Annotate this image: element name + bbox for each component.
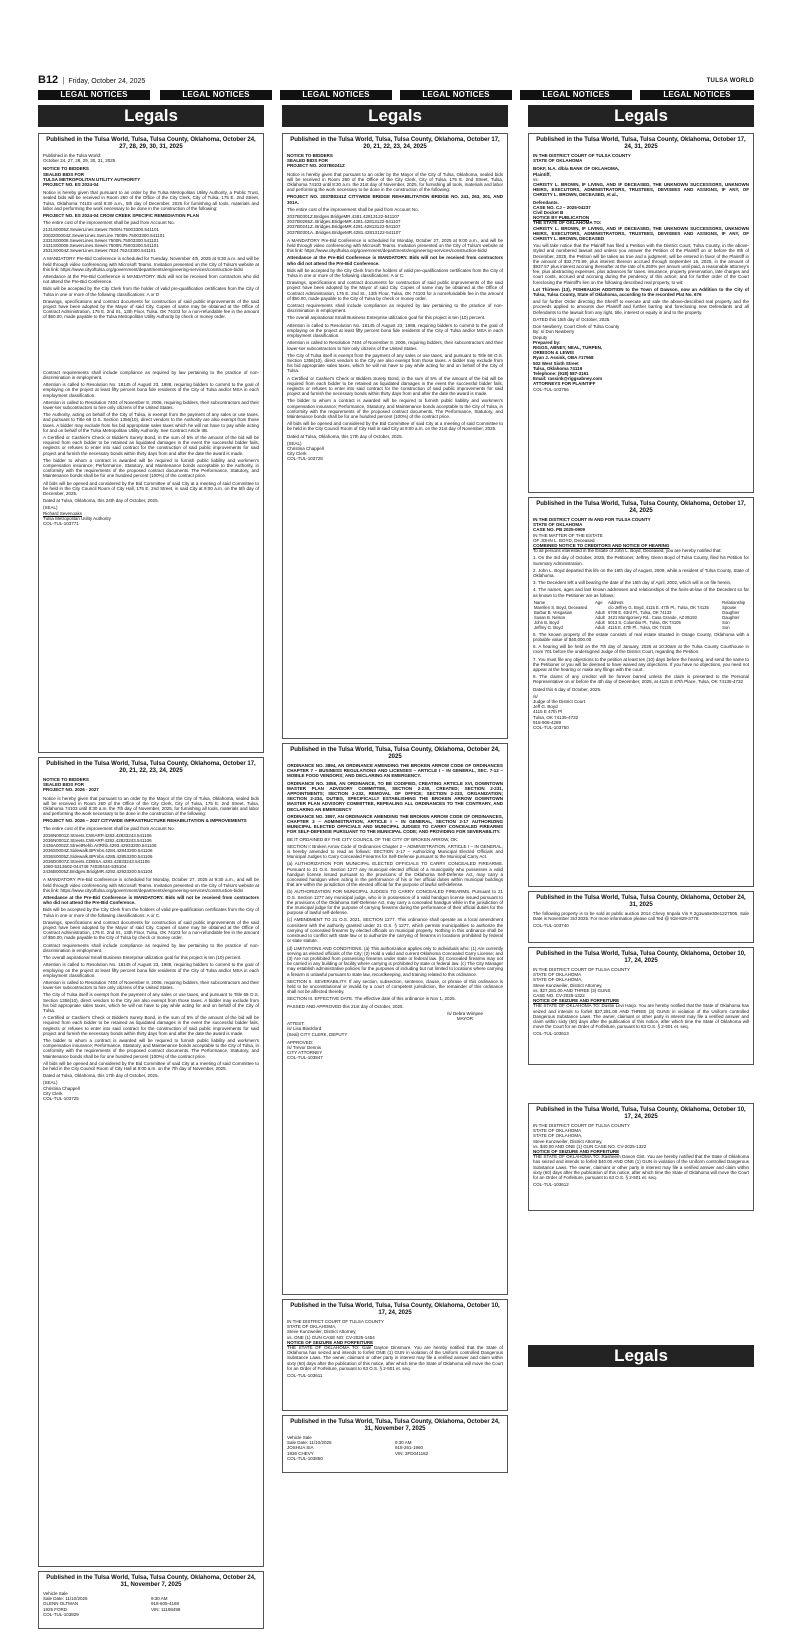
ordinance-paragraph: PASSED AND APPROVED this 21st day of October, 2025. (287, 1003, 404, 1009)
account-number: 2036N0001Z.Streets.CWIARP.4283.42833243.541106 (43, 832, 152, 838)
petitioner-address: 4115 E 47th Pl (533, 709, 563, 715)
seizure-body: THE STATE OF OKLAHOMA TO: Rasheem Davon Gist. You are hereby notified that the State of Oklahoma has seized and intends to forfeit $40.00 AND ONE (1) GUN in violation of the Uniform controlled Dangerous Substance Laws. The owner, claimant or other party in interest may file a verified answer and claim within sixty (60) days after the publication of this notice, after which time the State of Oklahoma will move the Court for an Order of Forfeiture, pursuant to 63 O.S. § 2-501 et. seq. (533, 1154, 749, 1181)
ordinance-paragraph: BE IT ORDAINED BY THE CITY COUNCIL OF THE CITY OF BROKEN ARROW, OK: (287, 836, 459, 842)
account-number: 2037B0301A..Bridges.BridgeMR.4281.42813122-541107 (287, 229, 401, 235)
vehicle-vin: VIN: 11198499 (151, 1606, 181, 1612)
attest-line: (Seal) CITY CLERK, DEPUTY (287, 1031, 348, 1037)
defendants: CHRISTY L. BROWN, IF LIVING, AND IF DECEASED, THE UNKNOWN SUCCESSORS, UNKNOWN HEIRS, EXECUTORS, ADMINISTRATORS, TRUSTEES, DEVISEES AND ASSIGNS, IF ANY, OF CHRISTY L. BROWN, DECEASED, et al., (533, 182, 749, 198)
notice-header: Published in the Tulsa World, Tulsa, Tulsa County, Oklahoma, October 24, 2025 (290, 747, 500, 760)
notice-paragraph: A MANDATORY Pre-Bid Conference is scheduled for Monday, October 27, 2025 at 9:30 a.m., and will be held through video conferencing with Microsoft Teams. Invitation presented on the City of Tulsa's website at this link: https://www.cityoftulsa.org/government/departments/engineering-services/construction-bids/ (43, 877, 259, 893)
owner-phone: 918-605-4168 (151, 1601, 180, 1607)
case-number: CASE NO. CJ – 2025-04237 (533, 204, 591, 210)
notice-paragraph: 2. John L. Boyd departed this life on the 16th day of August, 2009, while a resident of Tulsa County, State of Oklahoma. (533, 567, 749, 579)
notice-title: NOTICE TO BIDDERS (43, 166, 89, 172)
notice-paragraph: The overall aspirational Small Business Enterprise utilization goal for this project is ten (10) percent. (287, 315, 486, 321)
account-number: 2331S00008.SewerLines.Sewer.7500N.75003300.541101 (43, 237, 159, 243)
seal-label: (SEAL) (43, 1080, 58, 1086)
property-description: Lot Thirteen (13), FISHBAUGH ADDITION to the Town of Dawson, now an Addition to the City of Tulsa, Tulsa County, State of Oklahoma, according to the recorded Plat No. 676 (533, 286, 749, 298)
account-number: 2036S0005Z.Sidewalk.BPrnbs.4285.42853200.541106 (43, 853, 153, 859)
heir-relationship: Son (722, 624, 730, 630)
notice-paragraph: Attention is called to Resolution No. 18145 of August 23, 1988, requiring bidders to commit to the goal of employing on the project at least fifty percent bona fide residents of the City of Tulsa and/or MSA in each employment classification. (43, 382, 259, 398)
notice-authority: TULSA METROPOLITAN UTILITY AUTHORITY (43, 176, 141, 182)
notice-to-parties: CHRISTY L. BROWN, IF LIVING, AND IF DECEASED, THE UNKNOWN SUCCESSORS, UNKNOWN HEIRS, EXECUTORS, ADMINISTRATORS, TRUSTEES, DEVISEES AND ASSIGNS, IF ANY, OF CHRISTY L. BROWN, DECEASED (533, 225, 749, 242)
court-line: STATE OF OKLAHOMA (533, 1128, 582, 1134)
account-number: 2036N0001Z.Streets.CWIARP.4282.42823243.541106 (43, 838, 152, 844)
notice-paragraph: The City of Tulsa itself is exempt from the payment of any sales or use taxes, and pursuant to Title 68 O.S. Section 1356(10), direct vendors to the City are also exempt from those taxes. A bidder may exclude from his bid appropriate sales taxes, which he will not have to pay while acting for and on behalf of the City of Tulsa. (43, 992, 259, 1013)
heir-address: 4115 E. 47th Pl., Tulsa, OK 74135 (607, 624, 671, 630)
notice-paragraph: The entire cost of the improvement shall be paid from Account No. (43, 825, 175, 831)
notice-paragraph: Dated at Tulsa, Oklahoma, this 17th day of October, 2025. (287, 433, 403, 439)
account-number: 2431S00008.SewerLines.Sewer.7500N.75003300.541101 (43, 243, 159, 249)
heir-address: 5013 S. Columbia Pl., Tulsa, OK 74105 (607, 619, 681, 625)
notice-header: Published in the Tulsa World, Tulsa, Tulsa County, Oklahoma, October 17, 24, 2025 (536, 501, 746, 514)
notice-paragraph: The bidder to whom a contract is awarded will be required to furnish public liability and workmen's compensation insurance; Performance, Statutory, and Maintenance bonds acceptable to the City of Tulsa, in conformity with the requirements of the proposed contract documents. The Performance, Statutory, and Maintenance bonds shall be for one hundred percent (100%) of the contract price. (43, 1037, 259, 1059)
notice-paragraph: Contract requirements shall include compliance as required by law pertaining to the practice of non-discrimination in employment. (43, 942, 259, 953)
ordinance-paragraph: (b) AUTHORIZATION FOR MUNICIPAL JUDGES TO CARRY CONCEALED FIREARMS. Pursuant to 21 O.S. Section 1277 any municipal judge, who is in possession of a valid handgun license issued pursuant to the provisions of the Oklahoma Self-Defense Act, may carry a concealed handgun while in the jurisdiction of the municipal judge for the purpose of carrying firearms during the performance of their official duties for the purpose of lawful self-defense. (287, 889, 503, 916)
heir-name: Susan B. Nelson (534, 614, 566, 620)
account-number: 2531S0004Z.SewerLines.Sewer.7824.75243300.541101 (43, 248, 156, 254)
notice-header: Published in the Tulsa World, Tulsa, Tulsa County, Oklahoma, October 10, 17, 24, 2025 (536, 1107, 746, 1120)
legals-banner: Legals (528, 105, 754, 127)
notice-header: Published in the Tulsa World, Tulsa, Tulsa County, Oklahoma, October 24, 31, November 7, 2025 (46, 1575, 256, 1588)
notice-paragraph: A MANDATORY Pre-Bid Conference is scheduled for Tuesday, November 4th, 2025 at 9:30 a.m. and will be held through video conferencing with Microsoft Teams. Invitation presented on the City of Tulsa's website at this link: https://www.cityoftulsa.org/government/departments/engineering-services/construction-bids/ (43, 256, 259, 272)
court-line: vs. ONE (1) GUN CASE NO: CV-2025-1454 (287, 1334, 375, 1340)
notice-paragraph: The bidder to whom a contract is awarded will be required to furnish public liability and workmen's compensation insurance; Performance, Statutory, and Maintenance bonds acceptable to the Authority, in conformity with the requirements of the proposed contract documents. The Performance, Statutory, and Maintenance bonds shall be for one hundred percent (100%) of the contract price. (43, 457, 259, 479)
heir-age: Adult (595, 609, 605, 615)
signature: By: s/ Don Newberry (533, 329, 575, 335)
pub-label: Published in the Tulsa World: (43, 153, 102, 158)
court-name: IN THE DISTRICT COURT OF TULSA COUNTY (533, 153, 631, 158)
legals-banner: Legals (38, 105, 264, 127)
heir-relationship: Daughter (722, 609, 740, 615)
notice-public-auction (528, 891, 754, 943)
project-title: PROJECT NO. 2037B0241Z CITYWIDE BRIDGE REHABILITATION BRIDGE NO. 241, 263, 301, AND 301A. (287, 194, 503, 205)
court-line: Steve Kunzweiler, District Attorney, (287, 1329, 357, 1335)
heir-name: Jeffrey G. Boyd (534, 624, 563, 630)
notice-seizure-27281 (528, 947, 754, 1065)
notice-paragraph: Notice is hereby given that pursuant to an order by the Tulsa Metropolitan Utility Authority, a Public Trust, sealed bids will be received in Room 260 of the Office of the City Clerk, City of Tulsa, 175 E. 2nd Street, Tulsa, Oklahoma 74103 until 8:30 a.m., 5th day of December, 2025 for furnishing all tools, materials and labor and performing the work necessary to be done in the construction of the following: (43, 190, 259, 211)
account-number: 2037B0241Z..Bridges.BridgeMR.4281.42813122-541107 (287, 224, 401, 230)
legals-banner: Legals (528, 1345, 754, 1367)
notice-paragraph: Dated at Tulsa, Oklahoma, this 24th day of October, 2025. (43, 498, 159, 504)
heir-age: Adult (595, 614, 605, 620)
sale-date: Sale Date: 11/10/2025 (287, 1440, 332, 1446)
signer-name: Richard Sevenoaks (43, 510, 83, 516)
notice-project-2026-2027 (38, 757, 264, 1567)
notice-subtitle: SEALED BIDS FOR (43, 782, 85, 788)
attest-line: ATTEST: (287, 1021, 305, 1027)
owner-name: GLENN OLTMAN (43, 1601, 79, 1607)
paper-name: TULSA WORLD (706, 78, 754, 84)
notice-code: COL-TUL-103750 (533, 725, 569, 731)
legal-notices-label: LEGAL NOTICES (520, 90, 632, 100)
legal-notices-label: LEGAL NOTICES (38, 90, 150, 100)
court-state: STATE OF OKLAHOMA (533, 522, 583, 528)
docket: Civil Docket B (533, 210, 564, 216)
court-clerk: Don Newberry, Court Clerk of Tulsa County (533, 324, 620, 330)
notice-code: COL-TUL-103740 (533, 923, 569, 929)
column-header: Age (595, 599, 603, 605)
account-number: 2037B0265Z..Bridges.BridgeMR.4281.42813122-541107 (287, 219, 401, 225)
notice-seizure-gun (282, 1299, 508, 1411)
vehicle-model: 1936 CHEVY (287, 1450, 314, 1456)
notice-paragraph: Notice is hereby given that pursuant to an order by the Mayor of the City of Tulsa, Oklahoma, sealed bids will be received in Room 260 of the Office of the City Clerk, City of Tulsa, 175 E. 2nd Street, Tulsa, Oklahoma 74103 until 8:30 a.m. the 21st day of November, 2025, for furnishing all tools, materials and labor and performing the work necessary to be done in the construction of the following: (287, 171, 503, 193)
heir-address: c/o Jeffrey G. Boyd, 4115 E. 47th Pl., Tulsa, OK 74135 (607, 604, 709, 610)
notice-paragraph: The entire cost of the improvement shall be paid from Account No. (287, 206, 419, 212)
notice-paragraph: The entire cost of the improvement shall be paid from Account No. (43, 220, 175, 226)
firm-name: ORBISON & LEWIS (533, 350, 575, 356)
court-state: STATE OF OKLAHOMA (533, 158, 583, 164)
notice-code: COL-TUL-103612 (533, 1182, 569, 1188)
prepared-by: Prepared by: (533, 339, 561, 345)
firm-email: Email: rassink@riggsabney.com (533, 376, 603, 382)
versus: vs. (533, 176, 539, 182)
notice-paragraph: Attention is called to Resolution No. 18145 of August 23, 1988, requiring bidders to commit to the goal of employing on the project at least fifty percent bona fide residents of the City of Tulsa and/or MSA in each employment classification. (43, 962, 259, 978)
estate-decedent: OF JOHN L. BOYD, Deceased (533, 537, 595, 543)
plaintiff-label: Plaintiff, (533, 171, 551, 177)
seizure-title: NOTICE OF SEIZURE AND FORFEITURE (533, 1149, 620, 1155)
notice-code: COL-TUL-103728 (287, 456, 323, 462)
notice-paragraph: To all persons interested in the Estate of John L. Boyd, Deceased, you are hereby notified that: (533, 548, 722, 554)
vehicle-sale-title: Vehicle Sale (287, 1435, 312, 1440)
notice-estate-boyd (528, 497, 754, 887)
case-number: CASE NO. PB 2025-0909 (533, 527, 586, 533)
firm-address: 502 West Sixth Street (533, 360, 579, 366)
column-3 (528, 133, 754, 1633)
heir-relationship: Daughter (722, 614, 740, 620)
notice-paragraph: All bids will be opened and considered by the Bid Committee of said City at a meeting of said Committee to be held in the City Council Room of City Hall in said City at 9:00 a.m. on the 21st day of November, 2025. (287, 421, 503, 432)
notice-paragraph: Bids will be accepted by the City Clerk from the holder of valid pre-qualification certificates from the City of Tulsa in one or more of the following classifications: A or D (43, 286, 259, 297)
notice-tmua-es2024-04 (38, 133, 264, 753)
heir-name: Marellen S. Boyd, Deceased (534, 604, 588, 610)
notice-header: Published in the Tulsa World, Tulsa, Tulsa County, Oklahoma, October 10, 17, 24, 2025 (290, 1303, 500, 1316)
heir-age: Adult (595, 619, 605, 625)
dated-line: DATED this 15th day of October, 2025. (533, 316, 611, 322)
notice-paragraph: A Certified or Cashier's Check or Bidder's Surety Bond, in the sum of 5% of the amount of the bid will be required from each bidder to be retained as liquidated damages in the event the successful bidder fails, neglects or refuses to enter into said contract for the construction of said public improvements for said project and furnish the necessary bonds within thirty days from and after the date the award is made. (43, 434, 259, 456)
attorney-name: Ryan J. Assink, OBA #17568 (533, 355, 594, 361)
legal-notices-label: LEGAL NOTICES (160, 90, 272, 100)
sale-date: Sale Date: 11/10/2025 (43, 1596, 88, 1602)
pub-dates: October 24, 27, 28, 29, 30, 31, 2025 (43, 158, 116, 164)
notice-paragraph: The bidder to whom a contract is awarded will be required to furnish public liability and workmen's compensation insurance; Performance, Statutory, and Maintenance bonds acceptable to the City of Tulsa, in conformity with the requirements of the proposed contract documents. The Performance, Statutory, and Maintenance bonds shall be for one hundred percent (100%) of the contract price. (287, 398, 503, 419)
approved-line: APPROVED: (287, 1039, 314, 1045)
seizure-body: THE STATE OF OKLAHOMA TO: Dustin Levi Harjo. You are hereby notified that the State of Oklahoma has seized and intends to forfeit $27,281.00 AND THREE (3) GUNS in violation of the Uniform controlled Dangerous Substance Laws. The owner, claimant or other party in interest may file a verified answer and claim within sixty (60) days after the publication of this notice, after which time the State of Oklahoma will move the Court for an Order of Forfeiture, pursuant to 63 O.S. § 2-501 et. seq. (533, 1003, 749, 1030)
court-line: vs. $40.00 AND ONE (1) GUN CASE NO. CV-2025-1322 (533, 1143, 647, 1149)
column-header: Address (607, 599, 624, 605)
ordinance-paragraph: ORDINANCE NO. 3897, AN ORDINANCE AMENDING THE BROKEN ARROW CODE OF ORDINANCES, CHAPTER 2 – ADMINISTRATION, ARTICLE I – IN GENERAL, SECTION 2-17 AUTHORIZING MUNICIPAL ELECTED OFFICIALS AND MUNICIPAL JUDGES TO CARRY CONCEALED FIREARMS FOR SELF-DEFENSE PURSUANT TO THE MUNICIPAL CODE; AND PROVIDING FOR SEVERABILITY. (287, 813, 503, 835)
account-number: 2003200004Z.SewerLines.SwrLine.7500N.75003300.541101 (43, 232, 165, 238)
judge-signature: /s/ (533, 693, 538, 699)
judge-title: Judge of the District Court (533, 699, 586, 705)
sale-time: 9:30 AM (151, 1596, 168, 1602)
notice-paragraph: Dated at Tulsa, Oklahoma, this 17th day of October, 2025. (43, 1073, 159, 1079)
sale-time: 9:30 AM (395, 1440, 412, 1446)
court-line: STATE OF OKLAHOMA (533, 972, 582, 978)
notice-paragraph: All bids will be opened and considered by the Bid Committee of said City at a meeting of said Committee to be held in the City Council Room of City Hall at 9:00 a.m. on the 7th day of November, 2025. (43, 1060, 259, 1071)
notice-paragraph: Attention is called to Resolution 7404 of November 8, 2006, requiring bidders, their subcontractors and their lower-tier subcontractors to hire only citizens of the United States. (287, 340, 503, 351)
heir-relationship: Son (722, 619, 730, 625)
notice-vehicle-sale (282, 1415, 508, 1473)
legals-banner: Legals (282, 105, 508, 127)
project-number: PROJECT NO. ES 2024-04 (43, 182, 99, 188)
ordinance-paragraph: (a) AUTHORIZATION FOR MUNICIPAL ELECTED OFFICIALS TO CARRY CONCEALED FIREARMS. Pursuant to 21 O.S. Section 1277 any municipal elected official of a municipality who possesses a valid handgun license issued pursuant to the provisions of the Oklahoma Self-Defense Act, may carry a concealed handgun when acting in the performance of his or her official duties within municipal buildings that are within the jurisdiction of the elected official for the purpose of lawful self-defense. (287, 861, 503, 888)
estate-matter: IN THE MATTER OF THE ESTATE (533, 532, 603, 538)
signer-title: City Clerk (287, 451, 307, 457)
heirs-table (533, 600, 749, 630)
notice-ordinances (282, 743, 508, 1295)
project-title: PROJECT NO. ES 2024-04 CROW CREEK SPECIFIC REMEDIATION PLAN (43, 213, 199, 219)
project-number: PROJECT NO. 2026 - 2027 (43, 787, 99, 793)
court-line: vs. $27,281.00 AND THREE (3) GUNS (533, 987, 611, 993)
court-line: Steve Kunzweiler, District Attorney, (533, 1138, 603, 1144)
ordinance-paragraph: ORDINANCE NO. 3894, AN ORDINANCE AMENDING THE BROKEN ARROW CODE OF ORDINANCES CHAPTER 7 – BUSINESS REGULATIONS AND LICENSES – ARTICLE I – IN GENERAL, SEC. 7-12 – MOBILE FOOD VENDORS; AND DECLARING AN EMERGENCY. (287, 763, 503, 779)
account-number: 2036S0004Z.Sidewalk.BPrnbs.4284.42843200.541106 (43, 848, 153, 854)
heir-age: Adult (595, 624, 605, 630)
court-line: STATE OF OKLAHOMA, (287, 1324, 337, 1330)
ordinance-paragraph: (c) AMENDMENT TO 21 O.S. 2021, SECTION 1277. This ordinance shall operate as a local amendment consistent with the authority granted under 21 O.S. § 1277, which permits municipalities to authorize the carrying of concealed firearms by elected officials on municipal property. Nothing in this ordinance shall be construed to conflict with state law or to authorize the carrying of firearms in locations prohibited by federal or state statute. (287, 917, 503, 944)
mayor-signature: /s/ Debra Wimpee (446, 1010, 483, 1016)
notice-paragraph: 4. The names, ages and last known addresses and relationships of the heirs-at-law of the Decedent so far as known to the Petitioner are as follows: (533, 587, 749, 598)
notice-paragraph: The Authority, acting on behalf of the City of Tulsa, is exempt from the payment of any sales or use taxes, and pursuant to Title 68 O.S. Section 1356(10), direct vendors to the Authority are also exempt from those taxes. A bidder may exclude from his bid appropriate sales taxes which he will not have to pay while acting for and on behalf of the Tulsa Metropolitan Utility Authority. See Contract Article IIB. (43, 412, 259, 433)
petitioner-phone: 918-906-4289 (533, 719, 562, 725)
notice-code: COL-TUL-103847 (287, 1055, 323, 1061)
notice-paragraph: Attention is called to Resolution 7404 of November 8, 2006, requiring bidders, their subcontractors and their lower-tier subcontractors to hire only citizens of the United States. (43, 979, 259, 991)
notice-header: Published in the Tulsa World, Tulsa, Tulsa County, Oklahoma, October 24, 31, 2025 (536, 895, 746, 908)
defendants-label: Defendants. (533, 199, 559, 205)
notice-paragraph: You will take notice that the Plaintiff has filed a Petition with the District Court, Tulsa County, in the above-styled and numbered lawsuit and unless you answer the Petition of the Plaintiff on or before the 8th of December, 2025, the Petition will be taken as true and a judgment, will be entered in favor of the Plaintiff in the amount of $32,770.89, plus interest thereon accrued through September 16, 2025, in the amount of $937.57 plus interest accruing thereafter at the rate of 6.250% per annum until paid, a reasonable attorney's fee, plus abstracting expenses, plus advances for taxes, insurance, property preservation, late charges and court costs, accrued and accruing during the pendency of this action; and for further order of the Court foreclosing the Plaintiff's lien on the following described real property, to wit: (533, 243, 749, 285)
account-number: 2037B0301Z.Bridges.BridgeMR.4281.42813122-541107 (287, 214, 400, 220)
ordinance-paragraph: ORDINANCE NO. 3858, AN ORDINANCE, TO BE CODIFIED, CREATING ARTICLE XVI, DOWNTOWN MASTER PLAN ADVISORY COMMITTEE, SECTION 2-230, CREATED; SECTION 2-231, APPOINTMENTS; SECTION 2-232, REMOVAL OF OFFICE; SECTION 2-233, ORGANIZATION; SECTION 2-234, DUTIES, SPECIFICALLY ESTABLISHING THE BROKEN ARROW DOWNTOWN MASTER PLAN ADVISORY COMMITTEE, REPEALING ALL ORDINANCES TO THE CONTRARY, AND DECLARING AN EMERGENCY (287, 780, 503, 812)
notice-paragraph: The overall aspirational Small Business Enterprise utilization goal for this project is ten (10) percent. (43, 955, 242, 961)
vehicle-vin: VIN: 3FD041182 (395, 1450, 429, 1456)
notice-header: Published in the Tulsa World, Tulsa, Tulsa County, Oklahoma, October 24, 31, November 7, 2025 (290, 1419, 500, 1432)
vehicle-sale-title: Vehicle Sale (43, 1591, 68, 1596)
signer-name: Christina Chappell (43, 1085, 80, 1091)
notice-bridge-rehab (282, 133, 508, 739)
notice-paragraph: Drawings, specifications and contract documents for construction of said public improvements of the said project have been adopted by the Mayor of said City. Copies of same may be obtained at the Office of Contract Administration, 175 E. 2nd St., 13th Floor, Tulsa, OK 74103 for a nonrefundable fee in the amount of $50.00, made payable to the City of Tulsa by check or money order. (287, 280, 503, 301)
notice-title: COMBINED NOTICE TO CREDITORS AND NOTICE OF HEARING (533, 543, 670, 549)
column-2 (282, 133, 508, 1633)
court-name: IN THE DISTRICT COURT IN AND FOR TULSA COUNTY (533, 517, 651, 522)
notice-header: Published in the Tulsa World, Tulsa, Tulsa County, Oklahoma, October 17, 20, 21, 22, 23, 24, 2025 (46, 761, 256, 774)
page-number: B12 (38, 74, 59, 86)
seal-label: (SEAL) (287, 440, 302, 446)
court-line: IN THE DISTRICT COURT OF TULSA COUNTY (533, 967, 630, 972)
approved-line: /s/ Trevor Dennis (287, 1044, 322, 1050)
heir-address: 3421 Montgomery Rd., Casa Grande, AZ 85193 (607, 614, 697, 620)
notice-paragraph: Notice is hereby given that pursuant to an order by the Mayor of the City of Tulsa, Oklahoma, sealed bids will be received in Room 260 of the Office of the City Clerk, City of Tulsa, 175 E. 2nd Street, Tulsa, Oklahoma 74103 until 8:30 a.m. the 7th day of November, 2025, for furnishing all tools, materials and labor and performing the work necessary to be done in the construction of the following: (43, 795, 259, 817)
notice-paragraph: Bids will be accepted by the City Clerk from the holders of valid pre-qualifications certificates from the City of Tulsa in one or more of the following classifications: A or C. (287, 267, 503, 279)
notice-header: Published in the Tulsa World, Tulsa, Tulsa County, Oklahoma, October 10, 17, 24, 2025 (536, 951, 746, 964)
court-line: IN THE DISTRICT COURT OF TULSA COUNTY (533, 1123, 630, 1128)
ordinance-paragraph: SECTION I: Broken Arrow Code of Ordinances Chapter 2 – ADMINISTRATION, ARTICLE I – IN GENERAL, is hereby amended to read as follows: SECTION 2-17 – Authorizing Municipal Elected Officials and Municipal Judges to Carry Concealed Firearms for Self-Defense pursuant to the Municipal Carry Act. (287, 843, 503, 860)
notice-paragraph: Drawings, specifications and contract documents for construction of said public improvements of the said project have been adopted by the Mayor of said City. Copies of same may be obtained at the Office of Contract Administration, 175 E. 2nd St., 13th Floor, Tulsa, OK 74103 for a non-refundable fee in the amount of $50.00, made payable to the City of Tulsa by check or money order. (43, 919, 259, 941)
notice-paragraph: Contract requirements shall include compliance as required by law pertaining to the practice of non-discrimination in employment. (287, 303, 503, 314)
notice-paragraph: 3. The Decedent left a will bearing the date of the 15th day of April, 2002, which will is on file herein. (533, 580, 732, 586)
notice-title: NOTICE BY PUBLICATION (533, 215, 590, 221)
notice-code: COL-TUL-103756 (533, 386, 569, 392)
legal-notices-label: LEGAL NOTICES (400, 90, 512, 100)
notice-code: COL-TUL-103850 (287, 1455, 323, 1461)
legal-notices-label: LEGAL NOTICES (640, 90, 754, 100)
notice-paragraph: 6. A hearing will be held on the 7th day of January, 2026 at 10:30am at the Tulsa County Courthouse in room 701 before the undersigned Judge of the District Court, regarding the Petition. (533, 644, 749, 655)
notice-to: THE STATE OF OKLAHOMA TO: (533, 220, 602, 226)
ordinance-paragraph: SECTION II. SEVERABILITY. If any section, subsection, sentence, clause, or phrase of this ordinance is held to be unconstitutional or invalid by a court of competent jurisdiction, the remainder of this ordinance shall not be affected thereby. (287, 978, 503, 995)
approved-line: CITY ATTORNEY (287, 1050, 323, 1056)
notice-paragraph: and for further Order directing the Sheriff to execute and sale the above-described real property and the proceeds applied to amounts due Plaintiff and further barring and foreclosing new Defendants and all Defendants to the lawsuit from any right, title, interest or equity in and to the property. (533, 299, 749, 315)
firm-name: RIGGS, ABNEY, NEAL, TURPEN, (533, 344, 603, 350)
ordinance-paragraph: (d) LIMITATIONS AND CONDITIONS. (a) This authorization applies only to individuals who: (1) Are currently serving as elected officials of the City; (2) Hold a valid and current Oklahoma Concealed Carry License; and (3) Are not prohibited from possessing firearms under state or federal law. (b) Concealed firearms may not be carried in any building or facility where carrying is prohibited by state or federal law. (c) The City Manager may establish administrative policies for the purposes of including but not limited to locations where carrying a firearm is unlawful pursuant to state law, recordkeeping, and training related to this ordinance. (287, 945, 503, 977)
account-number: 1080-5313602-044748 74030444-535104 (43, 864, 127, 870)
heir-relationship: Spouse (722, 604, 737, 610)
mayor-title: MAYOR (456, 1015, 473, 1021)
notice-paragraph: 7. You must file any objections to the petition at least ten (10) days before the hearing, and send the same to the Petitioner or you will be deemed to have waived any objections. If you have no objections, you need not appear at the hearing or make any filings with the court. (533, 656, 749, 673)
attest-line: /s/ Lisa Blackford (287, 1026, 322, 1032)
notice-code: COL-TUL-103613 (533, 1031, 569, 1037)
vehicle-model: 1925 FORD (43, 1606, 68, 1612)
column-1 (38, 133, 264, 1633)
notice-paragraph: Attendance at the Pre-Bid Conference is MANDATORY. Bids will not be received from contractors who did not attend the Pre-Bid Conference. (287, 255, 503, 266)
issue-date: Friday, October 24, 2025 (68, 78, 146, 85)
notice-seizure-40 (528, 1103, 754, 1211)
notice-subtitle: SEALED BIDS FOR (287, 158, 329, 164)
heir-address: 6708 E. 63rd Pl., Tulsa, OK 74133 (607, 609, 672, 615)
court-line: Steve Kunzweiler, District Attorney, (533, 982, 603, 988)
notice-paragraph: 1. On the 3rd day of October, 2025, the Petitioner, Jeffrey Glenn Boyd of Tulsa County, filed his Petition for Summary Administration. (533, 555, 749, 566)
ordinance-paragraph: SECTION III. EFFECTIVE DATE. The effective date of this ordinance is Nov 1, 2025. (287, 996, 456, 1002)
firm-phone: Telephone: (918) 587-3161 (533, 370, 589, 376)
court-line: CASE NO. CV-2025-1322 (533, 993, 585, 999)
owner-phone: 918-261-1960 (395, 1445, 424, 1451)
notice-paragraph: Drawings, specifications and contract documents for construction of said public improvements of the said project have been adopted by the Mayor of said City. Copies of same may be obtained at the Office of Contract Administration, 175 E. 2nd St., 13th Floor, Tulsa, OK 74103 for a non-refundable fee in the amount of $50.00, made payable to the Tulsa Metropolitan Utility Authority by check or money order. (43, 298, 259, 320)
notice-bokf-v-brown (528, 133, 754, 493)
heir-name: Barbar B. Vesgasian (534, 609, 573, 615)
notice-code: COL-TUL-103829 (43, 1611, 79, 1617)
notice-paragraph: 5. The known property of the estate consists of real estate situated in Osage County, Oklahoma with a probable value of $40,000.00 (533, 631, 749, 643)
account-number: 2131S0005Z.SewerLines.Sewer.7500N.75003300.541101 (43, 227, 160, 233)
owner-name: JOSHUA SIA (287, 1445, 314, 1451)
notice-paragraph: Bids will be accepted by the City Clerk from the holders of valid pre-qualification certificates from the City of Tulsa in one or more of the following classifications: A or C. (43, 907, 259, 918)
project-number: PROJECT NO. 2037B0241Z (287, 163, 345, 169)
court-line: IN THE DISTRICT COURT OF TULSA COUNTY (287, 1319, 384, 1324)
seizure-title: NOTICE OF SEIZURE AND FORFEITURE (533, 998, 620, 1004)
account-number: 2436B0005Z.Bridges.BridgMR.4292.42923200.541104 (43, 869, 153, 875)
notice-title: NOTICE TO BIDDERS (43, 777, 89, 782)
notice-paragraph: Attention is called to Resolution No. 18145 of August 23, 1988, requiring bidders to commit to the goal of employing on the project at least fifty percent bona fide residents of the City of Tulsa and/or MSA in each employment classification. (287, 322, 503, 339)
dated-line: Dated this 6 day of October, 2025. (533, 686, 602, 692)
petitioner-city: Tulsa, OK 74135-4732 (533, 714, 579, 720)
notice-code: COL-TUL-103725 (43, 1095, 79, 1101)
seal-label: (SEAL) (43, 505, 58, 511)
notice-paragraph: A Certified or Cashier's Check or Bidders Surety Bond, in the sum of 5% of the amount of the bid will be required from each bidder to be retained as liquidated damages in the event the successful bidder fails, neglects or refuses to enter into said contract for the construction of said public improvements for said project and furnish the necessary bonds within thirty days from and after the date the award is made. (287, 375, 503, 397)
petitioner-name: Jeff G. Boyd (533, 704, 558, 710)
account-number: 2436A0002Z.StreetRehb.ArtRhb.4293.42933200.541106 (43, 843, 157, 849)
seizure-body: THE STATE OF OKLAHOMA TO: Gale Dayton Dinsmore. You are hereby notified that the State of Oklahoma has seized and intends to forfeit ONE (1) GUN in violation of the Uniform controlled Dangerous Substance Laws. The owner, claimant or other party in interest may file a verified answer and claim within sixty (60) days after the publication of this notice, after which time the State of Oklahoma will move the Court for an Order of Forfeiture, pursuant to 63 O.S. § 2-501 et. seq. (287, 1345, 503, 1371)
signer-name: Christina Chappell (287, 445, 324, 451)
court-line: STATE OF OKLAHOMA, (533, 977, 583, 983)
auction-body: The following property is to be sold at public auction 2014 Chevy Impala Vin # 2g1wa5e30e1227505. Sale Date is November 3rd 2025. For more information please call Ted @ 918-829-3778. (533, 911, 749, 922)
legal-notices-label: LEGAL NOTICES (280, 90, 392, 100)
notice-paragraph: All bids will be opened and considered by the Bid Committee of said City at a meeting of said Committee to be held in the City Council Room of City Hall, 175 E. 2nd Street, in said City at 9:00 a.m. on the 5th day of December, 2025. (43, 480, 259, 496)
court-line: STATE OF OKLAHOMA, (533, 1133, 583, 1139)
masthead: B12 | Friday, October 24, 2025 TULSA WORLD (38, 74, 754, 86)
notice-paragraph: Attendance at the Pre-Bid Conference is MANDATORY. Bids will not be received from contractors who did not attend the Pre-Bid Conference. (43, 895, 259, 906)
notice-paragraph: A Certified or Cashier's Check or Bidder's Surety Bond, in the sum of 5% of the amount of the bid will be required from each bidder to be retained as liquidated damages in the event the successful bidder fails, neglects or refuses to enter into said contract for the construction of said public improvements for said project and furnish the necessary bonds within thirty days from and after the date the award is made. (43, 1015, 259, 1036)
notice-subtitle: SEALED BIDS FOR (43, 171, 85, 177)
notice-header: Published in the Tulsa World, Tulsa, Tulsa County, Oklahoma, October 17, 20, 21, 22, 23, 24, 2025 (290, 137, 500, 150)
notice-code: COL-TUL-103771 (43, 520, 79, 526)
notice-paragraph: 8. The claims of any creditor will be forever barred unless the claim is presented to the Personal Representative on or before the 4th day of December, 2025, at 4115 E 47th Place, Tulsa, OK 74135-4732 (533, 674, 749, 685)
plaintiff: BOKF, N.A. d/b/a BANK OF OKLAHOMA, (533, 166, 620, 172)
notice-code: COL-TUL-103611 (287, 1373, 323, 1379)
notice-paragraph: Attendance at the Pre-Bid Conference is MANDATORY. Bids will not be received from contractors who did not attend the Pre-Bid Conference. (43, 274, 259, 285)
account-number: 2036D0007Z.Streets.CDBSA.4283.42833243.541106 (43, 858, 150, 864)
notice-paragraph: A MANDATORY Pre-Bid Conference is scheduled for Monday, October 27, 2025 at 9:00 a.m., and will be held through video conferencing with Microsoft Teams. Invitation presented on the City of Tulsa's website at this link: https://www.cityoftulsa.org/government/departments/engineering-services/construction-bids/ (287, 237, 503, 254)
notice-header: Published in the Tulsa World, Tulsa, Tulsa County, Oklahoma, October 24, 27, 28, 29, 30, 31, 2025 (46, 137, 256, 150)
signer-title: City Clerk (43, 1090, 63, 1096)
notice-header: Published in the Tulsa World, Tulsa, Tulsa County, Oklahoma, October 17, 24, 31, 2025 (536, 137, 746, 150)
firm-city: Tulsa, Oklahoma 74119 (533, 365, 583, 371)
column-header: Name (534, 599, 546, 605)
signer-title: Tulsa Metropolitan Utility Authority (43, 515, 111, 521)
table-row (533, 625, 749, 630)
notice-paragraph: Contract requirements shall include compliance as required by law pertaining to the practice of non-discrimination in employment. (43, 369, 259, 380)
seizure-title: NOTICE OF SEIZURE AND FORFEITURE (287, 1339, 374, 1345)
column-header: Relationship (722, 599, 746, 605)
attorneys-for: ATTORNEYS FOR PLAINTIFF (533, 381, 596, 387)
heir-name: John B. Boyd (534, 619, 559, 625)
notice-paragraph: Attention is called to Resolution 7404 of November 8, 2006, requiring bidders, their subcontractors and their lower-tier subcontractors to hire only citizens of the United States. (43, 399, 259, 410)
notice-paragraph: The City of Tulsa itself is exempt from the payment of any sales or use taxes, and pursuant to Title 68 O.S. Section 1356(10), direct vendors to the City are also exempt from those taxes. A bidder may exclude from his bid appropriate sales taxes, which he will not have to pay while acting for and on behalf of the City of Tulsa. (287, 352, 503, 374)
notice-vehicle-sale (38, 1571, 264, 1629)
signature-title: Deputy (533, 334, 548, 340)
project-title: PROJECT NO. 2026 – 2027 CITYWIDE INFRASTRUCTURE REHABILITATION & IMPROVEMENTS (43, 818, 247, 824)
notice-title: NOTICE TO BIDDERS (287, 153, 333, 158)
